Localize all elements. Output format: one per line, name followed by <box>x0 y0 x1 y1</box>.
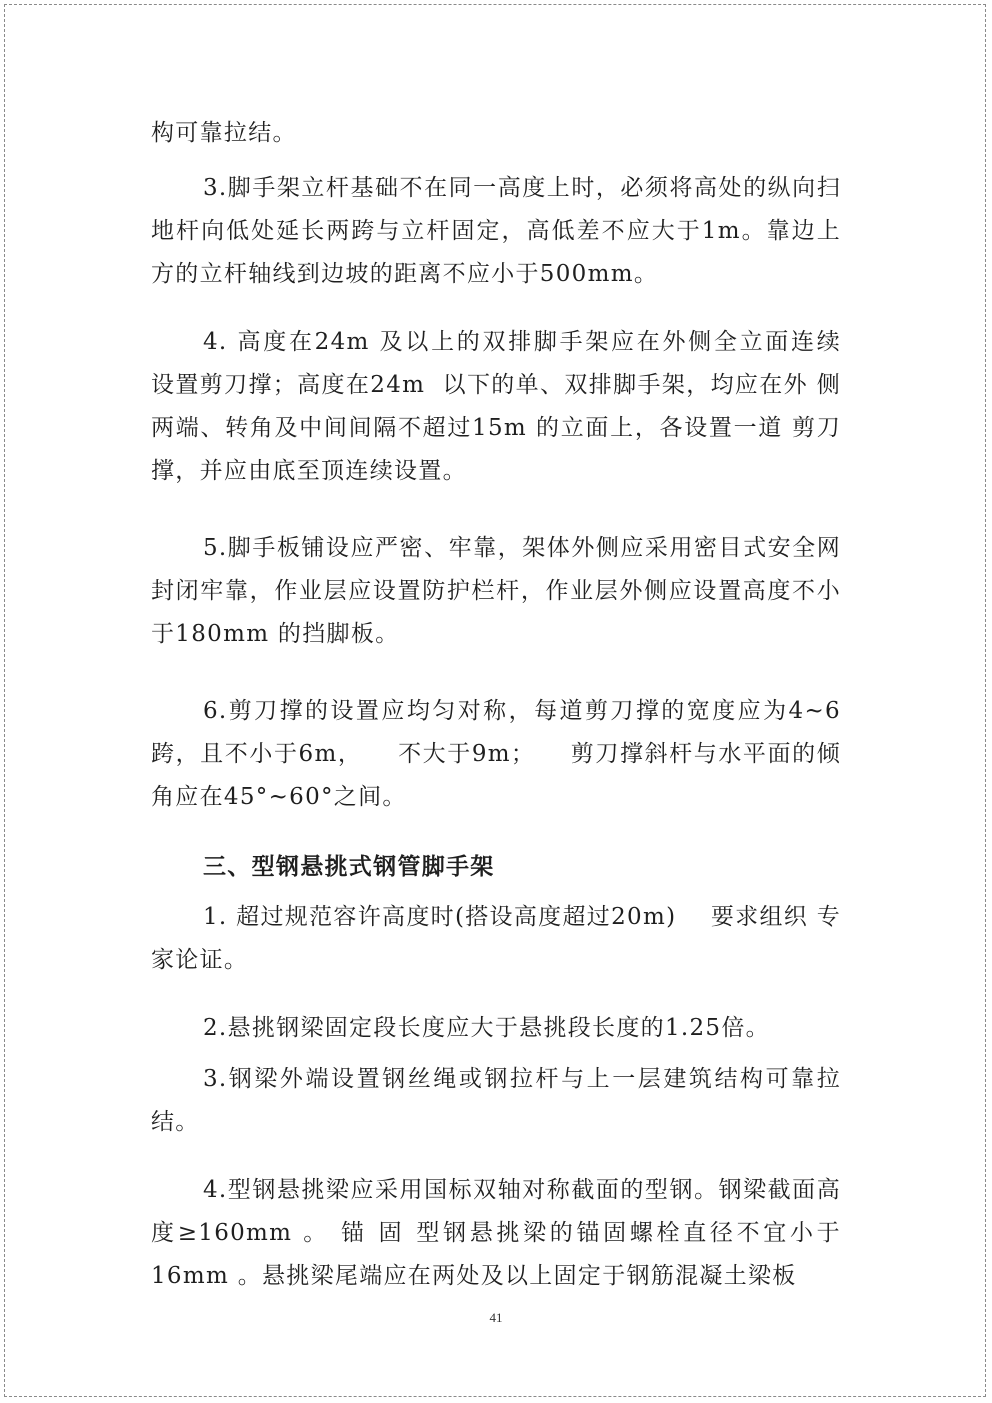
paragraph-section3-item-4: 4.型钢悬挑梁应采用国标双轴对称截面的型钢。钢梁截面高度≥160mm 。 锚 固 型钢悬挑梁的锚固螺栓直径不宜小于16mm 。悬挑梁尾端应在两处及以上固定于钢筋混凝土梁板 <box>151 1177 841 1289</box>
paragraph-item-4: 4. 高度在24m 及以上的双排脚手架应在外侧全立面连续 设置剪刀撑；高度在24m 以下的单、双排脚手架，均应在外 侧两端、转角及中间间隔不超过15m 的立面上，各设置一道 剪刀撑，并应由底至顶连续设置。 <box>151 329 850 484</box>
page-number: 41 <box>489 1310 503 1325</box>
document-body <box>151 112 850 1298</box>
paragraph-item-3: 3.脚手架立杆基础不在同一高度上时，必须将高处的纵向扫地杆向低处延长两跨与立杆固定，高低差不应大于1m。靠边上方的立杆轴线到边坡的距离不应小于500mm。 <box>151 175 841 287</box>
section-heading: 三、型钢悬挑式钢管脚手架 <box>203 853 495 880</box>
paragraph-section3-item-2: 2.悬挑钢梁固定段长度应大于悬挑段长度的1.25倍。 <box>203 1015 770 1041</box>
paragraph-section3-item-3: 3.钢梁外端设置钢丝绳或钢拉杆与上一层建筑结构可靠拉结。 <box>151 1066 841 1135</box>
paragraph-item-5: 5.脚手板铺设应严密、牢靠，架体外侧应采用密目式安全网封闭牢靠，作业层应设置防护栏杆，作业层外侧应设置高度不小于180mm 的挡脚板。 <box>151 535 841 647</box>
paragraph-continuation: 构可靠拉结。 <box>151 120 297 146</box>
paragraph-item-6: 6.剪刀撑的设置应均匀对称，每道剪刀撑的宽度应为4~6跨，且不小于6m， 不大于9m； 剪刀撑斜杆与水平面的倾 角应在45°~60°之间。 <box>151 698 850 810</box>
paragraph-section3-item-1: 1. 超过规范容许高度时(搭设高度超过20m) 要求组织 专家论证。 <box>151 904 841 973</box>
